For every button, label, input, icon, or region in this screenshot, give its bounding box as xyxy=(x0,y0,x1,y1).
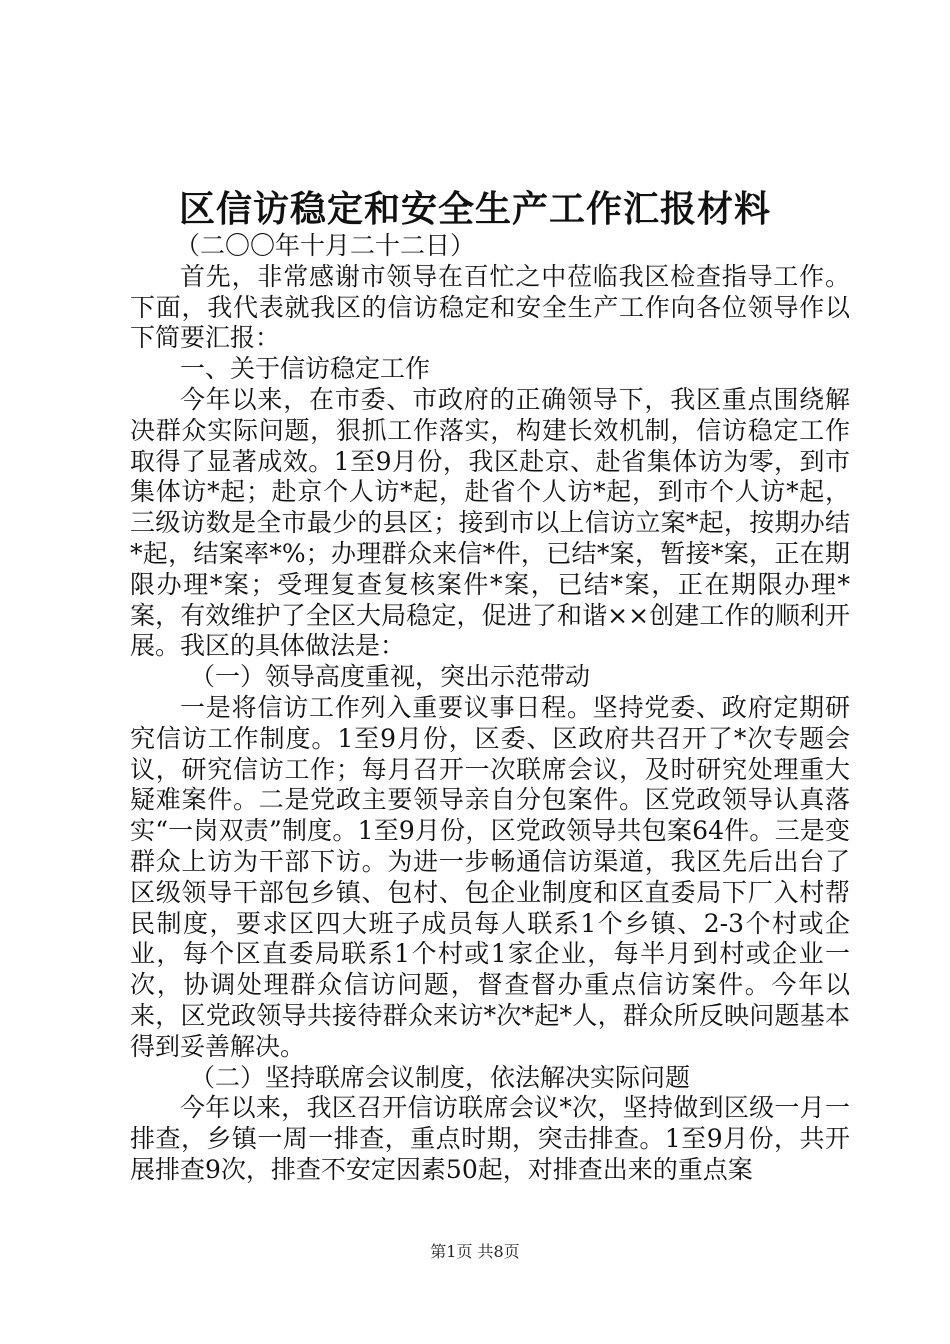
document-body xyxy=(130,231,850,1186)
paragraph-petition-overview: 今年以来，在市委、市政府的正确领导下，我区重点围绕解决群众实际问题，狠抓工作落实，构建长效机制，信访稳定工作取得了显著成效。1至9月份，我区赴京、赴省集体访为零，到市集体访*起；赴京个人访*起，赴省个人访*起，到市个人访*起，三级访数是全市最少的县区；接到市以上信访立案*起，按期办结*起，结案率*%；办理群众来信*件，已结*案，暂接*案，正在期限办理*案；受理复查复核案件*案，已结*案，正在期限办理*案，有效维护了全区大局稳定，促进了和谐××创建工作的顺利开展。我区的具体做法是： xyxy=(130,384,850,661)
paragraph-joint-meeting: 今年以来，我区召开信访联席会议*次，坚持做到区级一月一排查，乡镇一周一排查，重点时期，突击排查。1至9月份，共开展排查9次，排查不安定因素50起，对排查出来的重点案 xyxy=(130,1093,850,1184)
page-footer: 第1页 共8页 xyxy=(430,1242,520,1261)
document-title: 区信访稳定和安全生产工作汇报材料 xyxy=(178,189,771,230)
subsection-heading-joint-meeting: （二）坚持联席会议制度，依法解决实际问题 xyxy=(190,1062,691,1092)
document-date: （二〇〇年十月二十二日） xyxy=(175,231,476,260)
subsection-heading-leadership: （一）领导高度重视，突出示范带动 xyxy=(190,662,591,692)
paragraph-intro: 首先，非常感谢市领导在百忙之中莅临我区检查指导工作。下面，我代表就我区的信访稳定和安全生产工作向各位领导作以下简要汇报： xyxy=(130,261,850,353)
paragraph-leadership: 一是将信访工作列入重要议事日程。坚持党委、政府定期研究信访工作制度。1至9月份，区委、区政府共召开了*次专题会议，研究信访工作；每月召开一次联席会议，及时研究处理重大疑难案件。二是党政主要领导亲自分包案件。区党政领导认真落实“一岗双责”制度。1至9月份，区党政领导共包案64件。三是变群众上访为干部下访。为进一步畅通信访渠道，我区先后出台了区级领导干部包乡镇、包村、包企业制度和区直委局下厂入村帮民制度，要求区四大班子成员每人联系1个乡镇、2-3个村或企业，每个区直委局联系1个村或1家企业，每半月到村或企业一次，协调处理群众信访问题，督查督办重点信访案件。今年以来，区党政领导共接待群众来访*次*起*人，群众所反映问题基本得到妥善解决。 xyxy=(130,692,850,1061)
section-heading-petition: 一、关于信访稳定工作 xyxy=(180,354,431,384)
